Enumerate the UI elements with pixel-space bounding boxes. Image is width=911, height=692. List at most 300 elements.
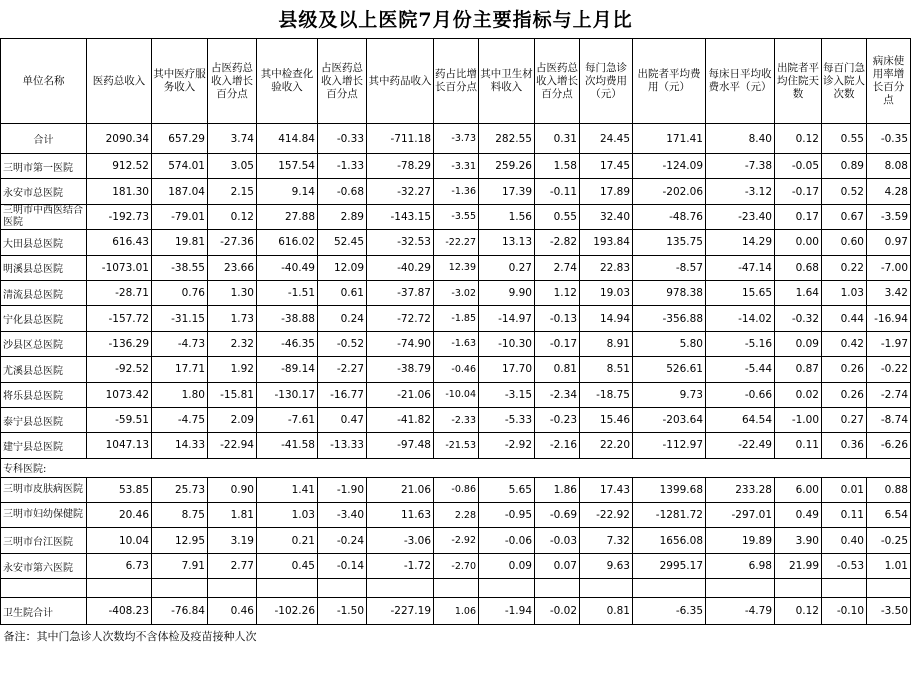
table-row xyxy=(1,306,911,331)
value-cell: -0.03 xyxy=(535,528,580,553)
value-cell: 0.07 xyxy=(535,553,580,578)
value-cell: 19.03 xyxy=(580,280,633,305)
value-cell: -0.25 xyxy=(867,528,911,553)
value-cell: 8.08 xyxy=(867,154,911,179)
value-cell: 14.94 xyxy=(580,306,633,331)
value-cell: -0.05 xyxy=(775,154,822,179)
value-cell: 2.15 xyxy=(208,179,257,204)
value-cell: 4.28 xyxy=(867,179,911,204)
value-cell: -40.29 xyxy=(367,255,434,280)
value-cell: 0.12 xyxy=(775,124,822,154)
table-row xyxy=(1,598,911,625)
footnote: 备注：其中门急诊人次数均不含体检及疫苗接种人次 xyxy=(1,625,911,646)
value-cell: -4.75 xyxy=(152,407,208,432)
value-cell: 8.40 xyxy=(706,124,775,154)
value-cell: 2090.34 xyxy=(87,124,152,154)
value-cell: 9.73 xyxy=(633,382,706,407)
value-cell: -37.87 xyxy=(367,280,434,305)
value-cell: -227.19 xyxy=(367,598,434,625)
value-cell: -143.15 xyxy=(367,204,434,229)
value-cell: -40.49 xyxy=(257,255,318,280)
table-row xyxy=(1,357,911,382)
value-cell: 6.54 xyxy=(867,503,911,528)
value-cell: 64.54 xyxy=(706,407,775,432)
value-cell: 0.45 xyxy=(257,553,318,578)
value-cell: 2.89 xyxy=(318,204,367,229)
value-cell: -0.52 xyxy=(318,331,367,356)
value-cell: 32.40 xyxy=(580,204,633,229)
value-cell: -1.00 xyxy=(775,407,822,432)
value-cell: 3.90 xyxy=(775,528,822,553)
table-row xyxy=(1,154,911,179)
table-row xyxy=(1,255,911,280)
unit-name-cell: 尤溪县总医院 xyxy=(1,357,87,382)
value-cell: 19.89 xyxy=(706,528,775,553)
value-cell: 2.09 xyxy=(208,407,257,432)
column-header: 医药总收入 xyxy=(87,39,152,124)
value-cell: 1073.42 xyxy=(87,382,152,407)
value-cell: -2.74 xyxy=(867,382,911,407)
value-cell: 181.30 xyxy=(87,179,152,204)
value-cell: 27.88 xyxy=(257,204,318,229)
value-cell: 0.40 xyxy=(822,528,867,553)
value-cell: 52.45 xyxy=(318,230,367,255)
value-cell: 17.43 xyxy=(580,477,633,502)
value-cell: 0.21 xyxy=(257,528,318,553)
value-cell: 5.80 xyxy=(633,331,706,356)
value-cell: -92.52 xyxy=(87,357,152,382)
value-cell: 21.99 xyxy=(775,553,822,578)
column-header: 每百门急诊入院人次数 xyxy=(822,39,867,124)
value-cell: 1.92 xyxy=(208,357,257,382)
value-cell: -2.16 xyxy=(535,433,580,458)
value-cell: -112.97 xyxy=(633,433,706,458)
value-cell: -3.73 xyxy=(434,124,479,154)
value-cell: -97.48 xyxy=(367,433,434,458)
value-cell: -408.23 xyxy=(87,598,152,625)
value-cell: -4.79 xyxy=(706,598,775,625)
value-cell: 0.44 xyxy=(822,306,867,331)
value-cell: -5.33 xyxy=(479,407,535,432)
empty-cell xyxy=(367,579,434,598)
value-cell: -32.27 xyxy=(367,179,434,204)
value-cell: 22.83 xyxy=(580,255,633,280)
empty-cell xyxy=(208,579,257,598)
value-cell: 6.73 xyxy=(87,553,152,578)
value-cell: -47.14 xyxy=(706,255,775,280)
value-cell: 1.03 xyxy=(822,280,867,305)
column-header: 占医药总收入增长百分点 xyxy=(208,39,257,124)
value-cell: -22.49 xyxy=(706,433,775,458)
value-cell: 3.19 xyxy=(208,528,257,553)
value-cell: -72.72 xyxy=(367,306,434,331)
value-cell: -2.27 xyxy=(318,357,367,382)
unit-name-cell: 建宁县总医院 xyxy=(1,433,87,458)
column-header: 占医药总收入增长百分点 xyxy=(318,39,367,124)
table-row xyxy=(1,230,911,255)
table-row xyxy=(1,280,911,305)
value-cell: -1.51 xyxy=(257,280,318,305)
indicator-table xyxy=(0,38,911,646)
value-cell: -1073.01 xyxy=(87,255,152,280)
value-cell: -0.24 xyxy=(318,528,367,553)
empty-cell xyxy=(822,579,867,598)
table-row xyxy=(1,553,911,578)
value-cell: 2.28 xyxy=(434,503,479,528)
value-cell: -1281.72 xyxy=(633,503,706,528)
value-cell: -18.75 xyxy=(580,382,633,407)
value-cell: -0.22 xyxy=(867,357,911,382)
value-cell: -2.33 xyxy=(434,407,479,432)
unit-name-cell: 明溪县总医院 xyxy=(1,255,87,280)
value-cell: -0.95 xyxy=(479,503,535,528)
table-row xyxy=(1,407,911,432)
value-cell: 17.71 xyxy=(152,357,208,382)
value-cell: 8.91 xyxy=(580,331,633,356)
value-cell: -4.73 xyxy=(152,331,208,356)
value-cell: -192.73 xyxy=(87,204,152,229)
value-cell: -0.06 xyxy=(479,528,535,553)
value-cell: 0.89 xyxy=(822,154,867,179)
value-cell: -1.50 xyxy=(318,598,367,625)
value-cell: -2.34 xyxy=(535,382,580,407)
unit-name-cell: 沙县区总医院 xyxy=(1,331,87,356)
value-cell: 0.87 xyxy=(775,357,822,382)
column-header: 每床日平均收费水平（元） xyxy=(706,39,775,124)
value-cell: -8.74 xyxy=(867,407,911,432)
value-cell: -2.92 xyxy=(479,433,535,458)
column-header: 其中医疗服务收入 xyxy=(152,39,208,124)
column-header: 药占比增长百分点 xyxy=(434,39,479,124)
value-cell: -41.58 xyxy=(257,433,318,458)
value-cell: -2.92 xyxy=(434,528,479,553)
value-cell: 53.85 xyxy=(87,477,152,502)
unit-name-cell: 三明市皮肤病医院 xyxy=(1,477,87,502)
value-cell: 9.14 xyxy=(257,179,318,204)
value-cell: 282.55 xyxy=(479,124,535,154)
value-cell: 2.74 xyxy=(535,255,580,280)
value-cell: -7.00 xyxy=(867,255,911,280)
value-cell: 1.64 xyxy=(775,280,822,305)
value-cell: 259.26 xyxy=(479,154,535,179)
value-cell: -0.69 xyxy=(535,503,580,528)
value-cell: -31.15 xyxy=(152,306,208,331)
unit-name-cell: 三明市妇幼保健院 xyxy=(1,503,87,528)
value-cell: 13.13 xyxy=(479,230,535,255)
value-cell: 0.46 xyxy=(208,598,257,625)
value-cell: 1.30 xyxy=(208,280,257,305)
value-cell: 1.80 xyxy=(152,382,208,407)
value-cell: 1.06 xyxy=(434,598,479,625)
value-cell: -46.35 xyxy=(257,331,318,356)
value-cell: -3.06 xyxy=(367,528,434,553)
value-cell: 0.17 xyxy=(775,204,822,229)
value-cell: -0.11 xyxy=(535,179,580,204)
unit-name-cell: 三明市中西医结合医院 xyxy=(1,204,87,229)
unit-name-cell: 合计 xyxy=(1,124,87,154)
value-cell: -124.09 xyxy=(633,154,706,179)
value-cell: 0.36 xyxy=(822,433,867,458)
value-cell: 6.98 xyxy=(706,553,775,578)
empty-cell xyxy=(580,579,633,598)
value-cell: -3.40 xyxy=(318,503,367,528)
value-cell: 15.46 xyxy=(580,407,633,432)
value-cell: 17.45 xyxy=(580,154,633,179)
value-cell: 22.20 xyxy=(580,433,633,458)
value-cell: 1399.68 xyxy=(633,477,706,502)
value-cell: 657.29 xyxy=(152,124,208,154)
value-cell: 0.90 xyxy=(208,477,257,502)
empty-cell xyxy=(434,579,479,598)
value-cell: 912.52 xyxy=(87,154,152,179)
value-cell: -3.15 xyxy=(479,382,535,407)
value-cell: 0.52 xyxy=(822,179,867,204)
value-cell: 2.32 xyxy=(208,331,257,356)
table-row xyxy=(1,477,911,502)
value-cell: -14.02 xyxy=(706,306,775,331)
unit-name-cell: 大田县总医院 xyxy=(1,230,87,255)
value-cell: 7.91 xyxy=(152,553,208,578)
value-cell: 12.95 xyxy=(152,528,208,553)
value-cell: -23.40 xyxy=(706,204,775,229)
value-cell: 1.86 xyxy=(535,477,580,502)
empty-cell xyxy=(775,579,822,598)
value-cell: 0.24 xyxy=(318,306,367,331)
value-cell: 14.29 xyxy=(706,230,775,255)
value-cell: 1047.13 xyxy=(87,433,152,458)
value-cell: 526.61 xyxy=(633,357,706,382)
value-cell: 1.03 xyxy=(257,503,318,528)
value-cell: -0.35 xyxy=(867,124,911,154)
value-cell: 0.60 xyxy=(822,230,867,255)
value-cell: 1.12 xyxy=(535,280,580,305)
header-row xyxy=(1,39,911,124)
value-cell: 0.76 xyxy=(152,280,208,305)
empty-cell xyxy=(706,579,775,598)
value-cell: 9.90 xyxy=(479,280,535,305)
value-cell: -2.82 xyxy=(535,230,580,255)
table-row xyxy=(1,503,911,528)
value-cell: 12.09 xyxy=(318,255,367,280)
value-cell: 157.54 xyxy=(257,154,318,179)
value-cell: -1.36 xyxy=(434,179,479,204)
value-cell: -1.63 xyxy=(434,331,479,356)
value-cell: 616.43 xyxy=(87,230,152,255)
value-cell: -8.57 xyxy=(633,255,706,280)
value-cell: 978.38 xyxy=(633,280,706,305)
value-cell: -0.13 xyxy=(535,306,580,331)
value-cell: -7.38 xyxy=(706,154,775,179)
value-cell: -0.17 xyxy=(775,179,822,204)
value-cell: 2.77 xyxy=(208,553,257,578)
value-cell: -6.26 xyxy=(867,433,911,458)
empty-cell xyxy=(479,579,535,598)
value-cell: -1.72 xyxy=(367,553,434,578)
value-cell: -6.35 xyxy=(633,598,706,625)
value-cell: 1.73 xyxy=(208,306,257,331)
empty-cell xyxy=(87,579,152,598)
value-cell: 233.28 xyxy=(706,477,775,502)
value-cell: -89.14 xyxy=(257,357,318,382)
value-cell: 20.46 xyxy=(87,503,152,528)
value-cell: 0.68 xyxy=(775,255,822,280)
column-header: 单位名称 xyxy=(1,39,87,124)
value-cell: 0.31 xyxy=(535,124,580,154)
value-cell: -14.97 xyxy=(479,306,535,331)
unit-name-cell: 三明市台江医院 xyxy=(1,528,87,553)
value-cell: 0.11 xyxy=(775,433,822,458)
value-cell: -3.12 xyxy=(706,179,775,204)
value-cell: 616.02 xyxy=(257,230,318,255)
value-cell: 414.84 xyxy=(257,124,318,154)
value-cell: 24.45 xyxy=(580,124,633,154)
value-cell: -59.51 xyxy=(87,407,152,432)
value-cell: 5.65 xyxy=(479,477,535,502)
column-header: 出院者平均住院天数 xyxy=(775,39,822,124)
value-cell: 21.06 xyxy=(367,477,434,502)
column-header: 出院者平均费用（元） xyxy=(633,39,706,124)
value-cell: 17.39 xyxy=(479,179,535,204)
value-cell: -157.72 xyxy=(87,306,152,331)
value-cell: 10.04 xyxy=(87,528,152,553)
value-cell: 0.88 xyxy=(867,477,911,502)
value-cell: 0.55 xyxy=(535,204,580,229)
value-cell: 14.33 xyxy=(152,433,208,458)
value-cell: -1.94 xyxy=(479,598,535,625)
value-cell: -10.04 xyxy=(434,382,479,407)
value-cell: -74.90 xyxy=(367,331,434,356)
value-cell: -21.53 xyxy=(434,433,479,458)
value-cell: -0.86 xyxy=(434,477,479,502)
value-cell: 1.81 xyxy=(208,503,257,528)
value-cell: -22.92 xyxy=(580,503,633,528)
value-cell: 19.81 xyxy=(152,230,208,255)
value-cell: -711.18 xyxy=(367,124,434,154)
value-cell: 25.73 xyxy=(152,477,208,502)
value-cell: -136.29 xyxy=(87,331,152,356)
value-cell: 0.47 xyxy=(318,407,367,432)
value-cell: 0.61 xyxy=(318,280,367,305)
value-cell: 0.67 xyxy=(822,204,867,229)
value-cell: -2.70 xyxy=(434,553,479,578)
value-cell: 0.81 xyxy=(580,598,633,625)
value-cell: 0.11 xyxy=(822,503,867,528)
empty-cell xyxy=(257,579,318,598)
value-cell: 135.75 xyxy=(633,230,706,255)
value-cell: 8.75 xyxy=(152,503,208,528)
value-cell: -102.26 xyxy=(257,598,318,625)
value-cell: -297.01 xyxy=(706,503,775,528)
column-header: 每门急诊次均费用（元） xyxy=(580,39,633,124)
page-title: 县级及以上医院7月份主要指标与上月比 xyxy=(278,9,633,31)
value-cell: -3.50 xyxy=(867,598,911,625)
value-cell: 0.27 xyxy=(822,407,867,432)
value-cell: -10.30 xyxy=(479,331,535,356)
value-cell: -0.17 xyxy=(535,331,580,356)
value-cell: -1.33 xyxy=(318,154,367,179)
value-cell: -0.66 xyxy=(706,382,775,407)
value-cell: -202.06 xyxy=(633,179,706,204)
value-cell: -0.32 xyxy=(775,306,822,331)
value-cell: 0.12 xyxy=(208,204,257,229)
value-cell: 171.41 xyxy=(633,124,706,154)
value-cell: -1.97 xyxy=(867,331,911,356)
column-header: 占医药总收入增长百分点 xyxy=(535,39,580,124)
value-cell: -3.31 xyxy=(434,154,479,179)
value-cell: 11.63 xyxy=(367,503,434,528)
value-cell: 3.74 xyxy=(208,124,257,154)
unit-name-cell: 三明市第一医院 xyxy=(1,154,87,179)
value-cell: -1.85 xyxy=(434,306,479,331)
value-cell: 2995.17 xyxy=(633,553,706,578)
value-cell: 23.66 xyxy=(208,255,257,280)
value-cell: 187.04 xyxy=(152,179,208,204)
section-row xyxy=(1,458,911,477)
value-cell: -21.06 xyxy=(367,382,434,407)
value-cell: 1.56 xyxy=(479,204,535,229)
value-cell: 3.42 xyxy=(867,280,911,305)
value-cell: -7.61 xyxy=(257,407,318,432)
value-cell: 0.09 xyxy=(479,553,535,578)
table-row xyxy=(1,331,911,356)
value-cell: 9.63 xyxy=(580,553,633,578)
value-cell: -38.55 xyxy=(152,255,208,280)
value-cell: 0.12 xyxy=(775,598,822,625)
value-cell: -3.02 xyxy=(434,280,479,305)
unit-name-cell: 永安市总医院 xyxy=(1,179,87,204)
value-cell: 0.01 xyxy=(822,477,867,502)
value-cell: -16.77 xyxy=(318,382,367,407)
value-cell: -76.84 xyxy=(152,598,208,625)
value-cell: -0.53 xyxy=(822,553,867,578)
value-cell: -27.36 xyxy=(208,230,257,255)
table-row xyxy=(1,204,911,229)
table-row xyxy=(1,433,911,458)
value-cell: -48.76 xyxy=(633,204,706,229)
unit-name-cell: 永安市第六医院 xyxy=(1,553,87,578)
value-cell: 8.51 xyxy=(580,357,633,382)
value-cell: 0.00 xyxy=(775,230,822,255)
value-cell: 1656.08 xyxy=(633,528,706,553)
value-cell: -38.79 xyxy=(367,357,434,382)
empty-cell xyxy=(152,579,208,598)
value-cell: -78.29 xyxy=(367,154,434,179)
value-cell: -41.82 xyxy=(367,407,434,432)
value-cell: 0.22 xyxy=(822,255,867,280)
value-cell: -28.71 xyxy=(87,280,152,305)
value-cell: -0.14 xyxy=(318,553,367,578)
empty-cell xyxy=(867,579,911,598)
blank-row xyxy=(1,579,911,598)
value-cell: 6.00 xyxy=(775,477,822,502)
column-header: 病床使用率增长百分点 xyxy=(867,39,911,124)
value-cell: -5.16 xyxy=(706,331,775,356)
value-cell: 7.32 xyxy=(580,528,633,553)
value-cell: 0.26 xyxy=(822,382,867,407)
value-cell: -1.90 xyxy=(318,477,367,502)
value-cell: -356.88 xyxy=(633,306,706,331)
table-row xyxy=(1,382,911,407)
value-cell: -22.27 xyxy=(434,230,479,255)
value-cell: 0.26 xyxy=(822,357,867,382)
value-cell: 193.84 xyxy=(580,230,633,255)
value-cell: -0.68 xyxy=(318,179,367,204)
empty-cell xyxy=(1,579,87,598)
value-cell: 0.02 xyxy=(775,382,822,407)
value-cell: -3.55 xyxy=(434,204,479,229)
value-cell: 0.49 xyxy=(775,503,822,528)
value-cell: 15.65 xyxy=(706,280,775,305)
